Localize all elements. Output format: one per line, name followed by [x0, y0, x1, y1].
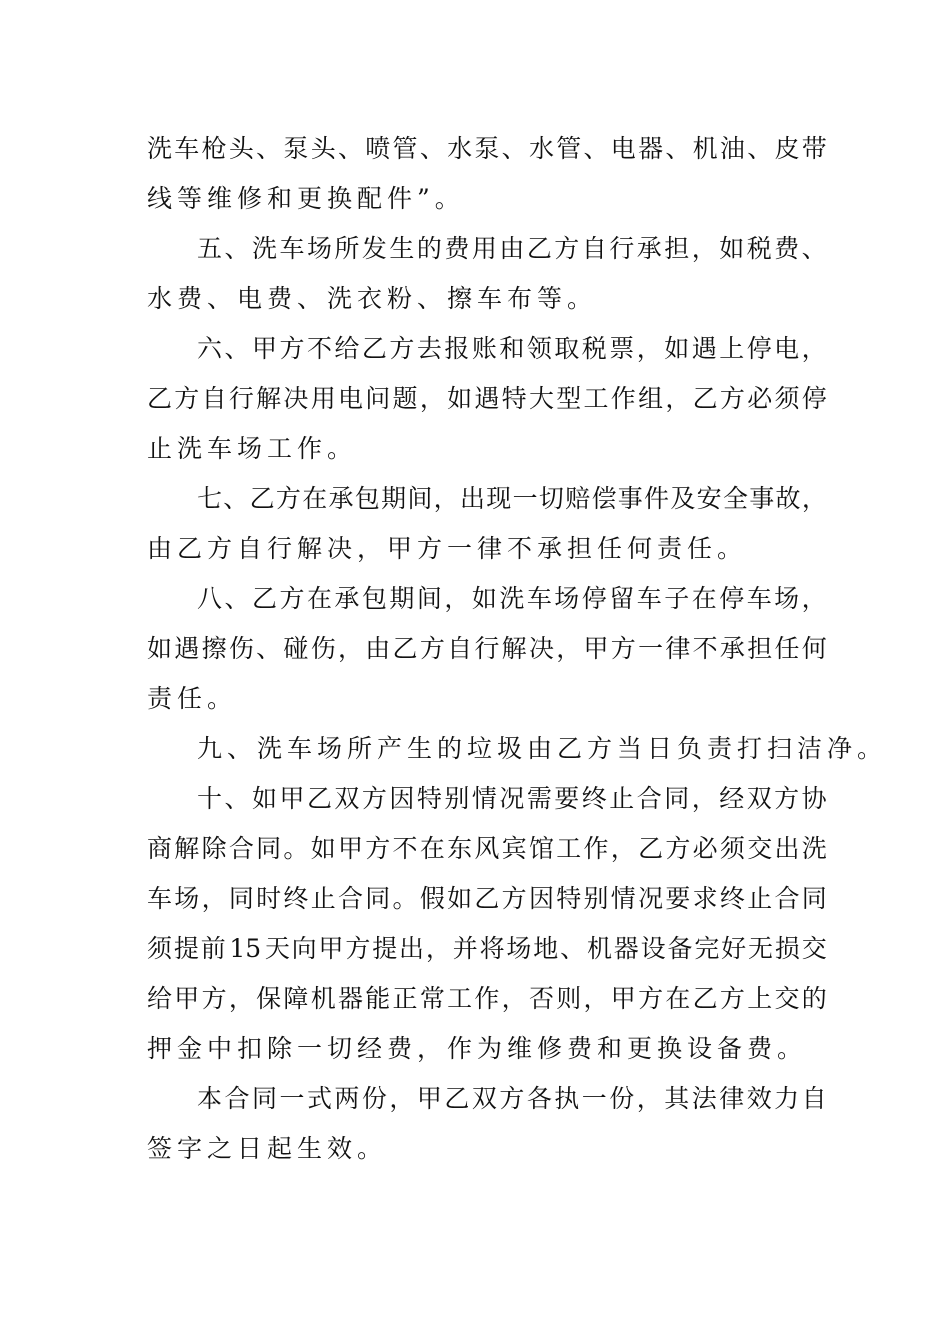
text-line: 签字之日起生效。: [147, 1134, 388, 1163]
contract-body-text: [147, 124, 888, 1174]
text-line: 十 、 如 甲 乙 双 方 因 特 别 情 况 需 要 终 止 合 同 ， 经 双 方 协: [197, 784, 827, 813]
text-line: 责任。: [147, 684, 238, 713]
text-line: 如 遇 擦 伤 、 碰 伤 ， 由 乙 方 自 行 解 决 ， 甲 方 一 律 不 承 担 任 何: [147, 634, 827, 663]
text-line: 押金中扣除一切经费，作为维修费和更换设备费。: [147, 1034, 808, 1063]
text-line: 洗 车 枪 头 、 泵 头 、 喷 管 、 水 泵 、 水 管 、 电 器 、 机 油 、 皮 带: [147, 134, 827, 163]
text-line: 给 甲 方 ， 保 障 机 器 能 正 常 工 作 ， 否 则 ， 甲 方 在 乙 方 上 交 的: [147, 984, 827, 1013]
text-line: 止洗车场工作。: [147, 434, 358, 463]
text-line: 本 合 同 一 式 两 份 ， 甲 乙 双 方 各 执 一 份 ， 其 法 律 效 力 自: [197, 1084, 827, 1113]
text-line: 须 提 前 15 天 向 甲 方 提 出 ， 并 将 场 地 、 机 器 设 备 完 好 无 损 交: [147, 934, 827, 963]
text-line: 由乙方自行解决，甲方一律不承担任何责任。: [147, 534, 748, 563]
text-line: 九、洗车场所产生的垃圾由乙方当日负责打扫洁净。: [197, 734, 888, 763]
text-line: 线等维修和更换配件”。: [147, 184, 465, 213]
text-line: 乙 方 自 行 解 决 用 电 问 题 ， 如 遇 特 大 型 工 作 组 ， 乙 方 必 须 停: [147, 384, 827, 413]
text-line: 八 、 乙 方 在 承 包 期 间 ， 如 洗 车 场 停 留 车 子 在 停 车 场 ，: [197, 584, 827, 613]
text-line: 车 场 ， 同 时 终 止 合 同 。 假 如 乙 方 因 特 别 情 况 要 求 终 止 合 同: [147, 884, 827, 913]
text-line: 七 、 乙 方 在 承 包 期 间 ， 出 现 一 切 赔 偿 事 件 及 安 全 事 故 ，: [197, 484, 827, 513]
text-line: 六 、 甲 方 不 给 乙 方 去 报 账 和 领 取 税 票 ， 如 遇 上 停 电 ，: [197, 334, 827, 363]
text-line: 商 解 除 合 同 。 如 甲 方 不 在 东 风 宾 馆 工 作 ， 乙 方 必 须 交 出 洗: [147, 834, 827, 863]
text-line: 水费、电费、洗衣粉、擦车布等。: [147, 284, 598, 313]
text-line: 五 、 洗 车 场 所 发 生 的 费 用 由 乙 方 自 行 承 担 ， 如 税 费 、: [197, 234, 827, 263]
